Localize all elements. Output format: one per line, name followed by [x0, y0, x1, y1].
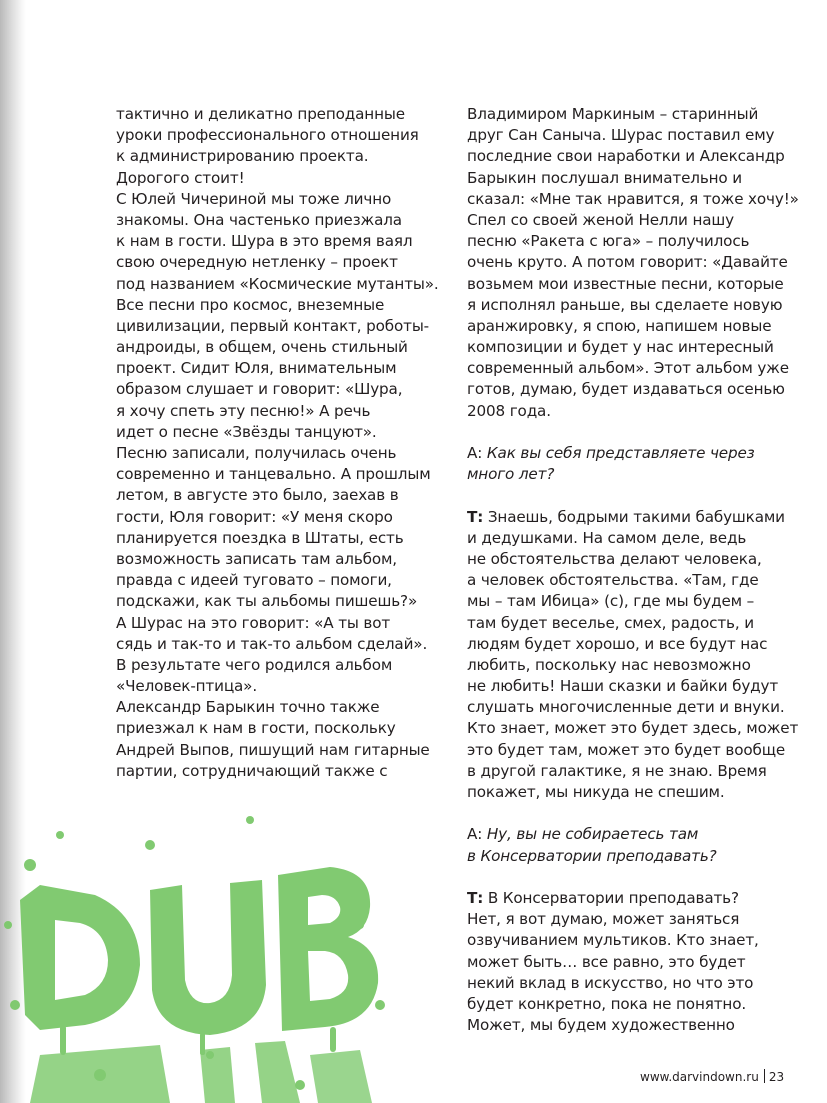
text-line: проект. Сидит Юля, внимательным — [116, 359, 397, 378]
text-line: очень круто. А потом говорит: «Давайте — [467, 253, 788, 272]
text-line: Александр Барыкин точно также — [116, 698, 380, 717]
answer-line: В Консерватории преподавать? — [487, 888, 739, 907]
text-line: я исполнял раньше, вы сделаете новую — [467, 295, 783, 314]
text-line: Дорогого стоит! — [116, 168, 245, 187]
text-line: партии, сотрудничающий также с — [116, 761, 388, 780]
text-line: свою очередную нетленку – проект — [116, 253, 398, 272]
text-line: уроки профессионального отношения — [116, 126, 419, 145]
question-line: Как вы себя представляете через — [486, 444, 755, 462]
text-line: подскажи, как ты альбомы пишешь?» — [116, 592, 418, 611]
answer-line: Знаешь, бодрыми такими бабушками — [487, 507, 785, 526]
text-line: современный альбом». Этот альбом уже — [467, 359, 789, 378]
text-line: 2008 года. — [467, 401, 551, 420]
text-line: Барыкин послушал внимательно и — [467, 168, 742, 187]
question-tag: А: — [467, 825, 483, 844]
text-line: песню «Ракета с юга» – получилось — [467, 232, 750, 251]
question-2 — [467, 824, 797, 866]
question-line: много лет? — [467, 465, 555, 484]
text-line: идет о песне «Звёзды танцуют». — [116, 422, 377, 441]
text-line: андроиды, в общем, очень стильный — [116, 338, 408, 357]
text-line: планируется поездка в Штаты, есть — [116, 528, 404, 547]
text-line: возможность записать там альбом, — [116, 549, 397, 568]
text-line: тактично и деликатно преподанные — [116, 105, 405, 123]
text-line: Может, мы будем художественно — [467, 1016, 735, 1035]
text-line: это будет там, может это будет вообще — [467, 740, 786, 759]
text-line: может быть… все равно, это будет — [467, 952, 746, 971]
text-line: Кто знает, может это будет здесь, может — [467, 719, 799, 738]
page-number: 23 — [768, 1070, 785, 1084]
text-line: готов, думаю, будет издаваться осенью — [467, 380, 785, 399]
text-line: не любить! Наши сказки и байки будут — [467, 677, 779, 696]
question-line: Ну, вы не собираетесь там — [486, 825, 699, 844]
text-line: последние свои наработки и Александр — [467, 147, 785, 166]
right-paragraph-1 — [467, 104, 797, 422]
text-line: С Юлей Чичериной мы тоже лично — [116, 189, 392, 208]
footer-separator — [764, 1069, 765, 1083]
text-line: цивилизации, первый контакт, роботы- — [116, 316, 430, 335]
text-line: возьмем мои известные песни, которые — [467, 274, 784, 293]
answer-tag: Т: — [467, 888, 484, 907]
text-line: озвучиванием мультиков. Кто знает, — [467, 931, 759, 950]
text-line: аранжировку, я спою, напишем новые — [467, 316, 772, 335]
question-tag: А: — [467, 444, 483, 462]
text-line: сказал: «Мне так нравится, я тоже хочу!» — [467, 189, 799, 208]
text-line: мы – там Ибица» (с), где мы будем – — [467, 592, 755, 611]
text-line: будет конкретно, пока не понятно. — [467, 994, 747, 1013]
text-line: Все песни про космос, внеземные — [116, 295, 385, 314]
text-line: не обстоятельства делают человека, — [467, 549, 762, 568]
right-column — [467, 104, 797, 1036]
text-line: В результате чего родился альбом — [116, 655, 393, 674]
text-line: приезжал к нам в гости, поскольку — [116, 719, 396, 738]
answer-2 — [467, 888, 797, 1036]
text-line: слушать многочисленные дети и внуки. — [467, 698, 785, 717]
text-line: правда с идеей туговато – помоги, — [116, 571, 392, 590]
text-line: Песню записали, получилась очень — [116, 444, 397, 462]
answer-tag: Т: — [467, 507, 484, 526]
text-line: образом слушает и говорит: «Шура, — [116, 380, 403, 399]
text-line: в другой галактике, я не знаю. Время — [467, 761, 767, 780]
footer-site: www.darvindown.ru — [640, 1070, 759, 1084]
text-line: Андрей Выпов, пишущий нам гитарные — [116, 740, 430, 759]
text-line: там будет веселье, смех, радость, и — [467, 613, 754, 632]
text-line: современно и танцевально. А прошлым — [116, 465, 431, 484]
text-line: летом, в августе это было, заехав в — [116, 486, 399, 505]
text-line: под названием «Космические мутанты». — [116, 274, 439, 293]
text-line: и дедушками. На самом деле, ведь — [467, 528, 747, 547]
answer-1 — [467, 507, 797, 804]
text-line: Владимиром Маркиным – старинный — [467, 105, 759, 123]
text-line: Нет, я вот думаю, может заняться — [467, 910, 740, 929]
text-line: сядь и так-то и так-то альбом сделай». — [116, 634, 428, 653]
question-line: в Консерватории преподавать? — [467, 846, 717, 865]
page-footer — [640, 1069, 784, 1084]
text-line: любить, поскольку нас невозможно — [467, 655, 751, 674]
dub-graffiti-logo — [0, 805, 400, 1103]
text-line: «Человек-птица». — [116, 677, 258, 696]
text-line: к администрированию проекта. — [116, 147, 369, 166]
text-line: некий вклад в искусство, но что это — [467, 973, 754, 992]
text-line: а человек обстоятельства. «Там, где — [467, 571, 759, 590]
text-line: я хочу спеть эту песню!» А речь — [116, 401, 371, 420]
text-line: гости, Юля говорит: «У меня скоро — [116, 507, 393, 526]
text-line: покажет, мы никуда не спешим. — [467, 783, 725, 801]
text-line: Спел со своей женой Нелли нашу — [467, 210, 734, 229]
text-line: композиции и будет у нас интересный — [467, 338, 774, 357]
text-line: друг Сан Саныча. Шурас поставил ему — [467, 126, 775, 145]
text-line: А Шурас на это говорит: «А ты вот — [116, 613, 391, 632]
text-line: знакомы. Она частенько приезжала — [116, 210, 402, 229]
question-1 — [467, 443, 797, 485]
text-line: людям будет хорошо, и все будут нас — [467, 634, 768, 653]
text-line: к нам в гости. Шура в это время ваял — [116, 232, 413, 251]
left-column — [116, 104, 439, 782]
